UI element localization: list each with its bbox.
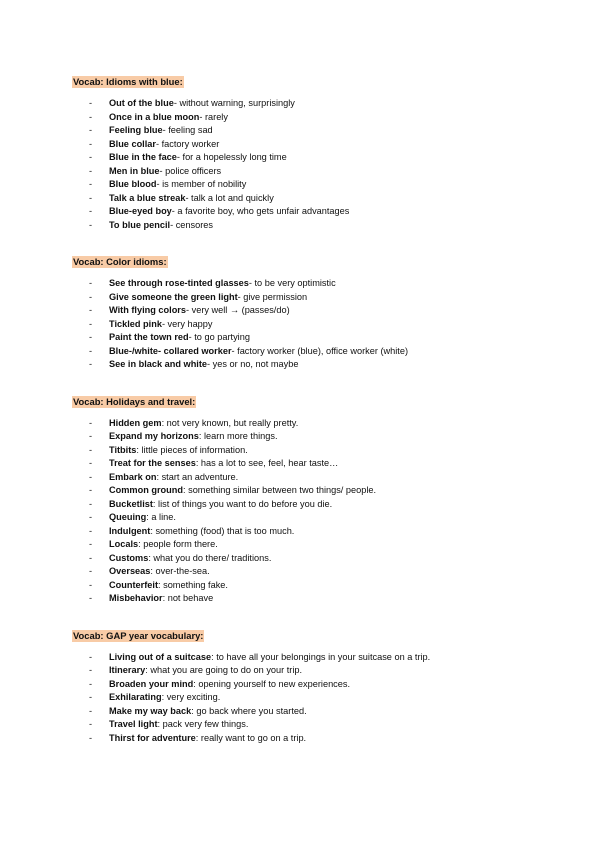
- vocab-definition: : very exciting.: [161, 692, 221, 702]
- vocab-item: [72, 219, 600, 233]
- vocab-term: With flying colors: [109, 305, 186, 315]
- vocab-term: Men in blue: [109, 165, 160, 176]
- vocab-term: Misbehavior: [109, 593, 163, 603]
- vocab-item: [72, 277, 600, 291]
- vocab-item: [72, 291, 600, 305]
- list-dash: -: [89, 345, 93, 356]
- vocab-term: Blue blood: [109, 179, 157, 189]
- vocab-item: [72, 331, 600, 345]
- vocab-definition: : something (food) that is too much.: [150, 525, 295, 536]
- list-dash: -: [89, 431, 93, 441]
- list-dash: -: [89, 732, 93, 743]
- vocab-definition: - for a hopelessly long time: [176, 152, 287, 162]
- vocab-term: Blue collar: [109, 138, 156, 149]
- vocab-definition: : what you do there/ traditions.: [148, 552, 272, 563]
- vocab-definition: - censores: [170, 219, 213, 230]
- section-heading: Vocab: Holidays and travel:: [73, 395, 196, 407]
- list-dash: -: [89, 692, 93, 702]
- vocab-item: [72, 111, 600, 125]
- vocab-term: Common ground: [109, 485, 183, 495]
- vocab-item: [72, 430, 600, 444]
- vocab-term: Queuing: [109, 512, 147, 522]
- list-dash: -: [89, 219, 93, 230]
- vocab-item: [72, 565, 600, 579]
- list-dash: -: [89, 359, 93, 369]
- vocab-term: Make my way back: [109, 705, 192, 716]
- vocab-definition: : to have all your belongings in your suitcase on a trip.: [211, 651, 431, 662]
- vocab-definition: - give permission: [237, 291, 308, 302]
- vocab-definition: - factory worker: [155, 138, 220, 149]
- vocab-item: [72, 444, 600, 458]
- vocab-term: Thirst for adventure: [109, 732, 196, 743]
- vocab-definition: : little pieces of information.: [136, 444, 248, 455]
- vocab-definition: : not behave: [162, 593, 214, 603]
- vocab-definition: - talk a lot and quickly: [185, 192, 274, 203]
- list-dash: -: [89, 579, 93, 590]
- vocab-term: Blue-/white- collared worker: [109, 345, 232, 356]
- list-dash: -: [89, 278, 93, 288]
- vocab-list: [72, 97, 600, 232]
- vocab-definition: : has a lot to see, feel, hear taste…: [195, 458, 339, 468]
- vocab-term: Itinerary: [109, 665, 146, 675]
- list-dash: -: [89, 552, 93, 563]
- list-dash: -: [89, 206, 93, 216]
- list-dash: -: [89, 192, 93, 203]
- vocab-item: [72, 457, 600, 471]
- vocab-term: Blue in the face: [109, 152, 177, 162]
- vocab-item: [72, 498, 600, 512]
- vocab-term: Embark on: [109, 471, 157, 482]
- vocab-item: [72, 165, 600, 179]
- vocab-term: Once in a blue moon: [109, 111, 200, 122]
- vocab-item: [72, 318, 600, 332]
- vocab-definition: : people form there.: [138, 539, 218, 549]
- list-dash: -: [89, 125, 93, 135]
- vocab-definition: : learn more things.: [198, 431, 278, 441]
- vocab-definition: - yes or no, not maybe: [207, 359, 299, 369]
- vocab-definition: : what you are going to do on your trip.: [145, 665, 303, 675]
- vocab-term: Broaden your mind: [109, 678, 194, 689]
- list-dash: -: [89, 305, 93, 315]
- vocab-item: [72, 124, 600, 138]
- vocab-item: [72, 97, 600, 111]
- vocab-item: [72, 678, 600, 692]
- vocab-item: [72, 525, 600, 539]
- vocab-definition: : really want to go on a trip.: [195, 732, 307, 743]
- vocab-definition: - without warning, surprisingly: [173, 98, 295, 108]
- list-dash: -: [89, 458, 93, 468]
- list-dash: -: [89, 417, 93, 428]
- vocab-definition: - very well → (passes/do): [186, 305, 290, 315]
- vocab-term: Locals: [109, 539, 139, 549]
- vocab-term: Titbits: [109, 444, 137, 455]
- vocab-definition: - to be very optimistic: [248, 278, 336, 288]
- vocab-item: [72, 205, 600, 219]
- section-heading: Vocab: Color idioms:: [73, 256, 167, 267]
- section-idioms-with-blue: [72, 72, 600, 232]
- vocab-definition: : a line.: [146, 512, 176, 522]
- vocab-term: Overseas: [109, 566, 151, 576]
- section-heading: Vocab: Idioms with blue:: [73, 76, 183, 87]
- vocab-definition: - police officers: [159, 165, 222, 176]
- vocab-term: Customs: [109, 552, 149, 563]
- vocab-term: Counterfeit: [109, 579, 158, 590]
- vocab-definition: - rarely: [199, 111, 228, 122]
- list-dash: -: [89, 318, 93, 329]
- vocab-definition: : not very known, but really pretty.: [161, 417, 299, 428]
- vocab-item: [72, 345, 600, 359]
- section-color-idioms: [72, 252, 600, 372]
- vocab-term: Blue-eyed boy: [109, 206, 172, 216]
- list-dash: -: [89, 525, 93, 536]
- vocab-item: [72, 664, 600, 678]
- vocab-definition: : start an adventure.: [156, 471, 239, 482]
- vocab-list: [72, 417, 600, 606]
- vocab-list: [72, 277, 600, 372]
- list-dash: -: [89, 138, 93, 149]
- vocab-term: Feeling blue: [109, 125, 163, 135]
- list-dash: -: [89, 471, 93, 482]
- vocab-definition: : opening yourself to new experiences.: [193, 678, 351, 689]
- list-dash: -: [89, 152, 93, 162]
- list-dash: -: [89, 291, 93, 302]
- list-dash: -: [89, 705, 93, 716]
- vocab-item: [72, 552, 600, 566]
- vocab-term: Tickled pink: [109, 318, 162, 329]
- list-dash: -: [89, 593, 93, 603]
- vocab-item: [72, 417, 600, 431]
- list-dash: -: [89, 539, 93, 549]
- list-dash: -: [89, 485, 93, 495]
- vocab-term: Hidden gem: [109, 417, 162, 428]
- vocab-term: See in black and white: [109, 359, 208, 369]
- vocab-term: Living out of a suitcase: [109, 651, 212, 662]
- vocab-definition: : something similar between two things/ people.: [183, 485, 377, 495]
- list-dash: -: [89, 179, 93, 189]
- vocab-term: Paint the town red: [109, 332, 189, 342]
- vocab-term: Exhilarating: [109, 692, 162, 702]
- list-dash: -: [89, 498, 93, 509]
- list-dash: -: [89, 566, 93, 576]
- vocab-item: [72, 592, 600, 606]
- vocab-term: See through rose-tinted glasses: [109, 278, 249, 288]
- vocab-item: [72, 358, 600, 372]
- vocab-term: Talk a blue streak: [109, 192, 186, 203]
- list-dash: -: [89, 651, 93, 662]
- list-dash: -: [89, 665, 93, 675]
- vocab-list: [72, 651, 600, 746]
- vocab-item: [72, 192, 600, 206]
- vocab-definition: - to go partying: [188, 332, 250, 342]
- vocab-item: [72, 579, 600, 593]
- vocab-definition: - a favorite boy, who gets unfair advantages: [171, 206, 350, 216]
- vocab-definition: - very happy: [161, 318, 213, 329]
- list-dash: -: [89, 332, 93, 342]
- vocab-item: [72, 138, 600, 152]
- vocab-term: Travel light: [109, 719, 158, 729]
- vocab-item: [72, 732, 600, 746]
- vocab-definition: : something fake.: [158, 579, 228, 590]
- vocab-definition: : pack very few things.: [157, 719, 249, 729]
- section-holidays-and-travel: [72, 392, 600, 606]
- vocab-item: [72, 178, 600, 192]
- vocab-item: [72, 484, 600, 498]
- vocab-definition: : go back where you started.: [191, 705, 307, 716]
- section-heading: Vocab: GAP year vocabulary:: [73, 629, 204, 641]
- vocab-item: [72, 471, 600, 485]
- section-gap-year-vocabulary: [72, 626, 600, 746]
- vocab-term: Out of the blue: [109, 98, 174, 108]
- vocab-item: [72, 511, 600, 525]
- vocab-item: [72, 151, 600, 165]
- list-dash: -: [89, 719, 93, 729]
- list-dash: -: [89, 512, 93, 522]
- vocab-definition: - factory worker (blue), office worker (white): [231, 345, 409, 356]
- vocab-item: [72, 705, 600, 719]
- vocab-term: Bucketlist: [109, 498, 153, 509]
- vocab-term: Indulgent: [109, 525, 151, 536]
- vocab-item: [72, 651, 600, 665]
- vocab-definition: : over-the-sea.: [150, 566, 210, 576]
- list-dash: -: [89, 98, 93, 108]
- vocab-item: [72, 718, 600, 732]
- vocab-definition: - is member of nobility: [156, 179, 247, 189]
- vocab-definition: - feeling sad: [162, 125, 213, 135]
- vocab-item: [72, 538, 600, 552]
- vocab-item: [72, 304, 600, 318]
- vocab-term: Give someone the green light: [109, 291, 238, 302]
- list-dash: -: [89, 111, 93, 122]
- vocab-item: [72, 691, 600, 705]
- vocab-term: Expand my horizons: [109, 431, 199, 441]
- vocab-term: Treat for the senses: [109, 458, 196, 468]
- vocab-definition: : list of things you want to do before you die.: [152, 498, 333, 509]
- list-dash: -: [89, 165, 93, 176]
- list-dash: -: [89, 444, 93, 455]
- vocab-term: To blue pencil: [109, 219, 171, 230]
- list-dash: -: [89, 678, 93, 689]
